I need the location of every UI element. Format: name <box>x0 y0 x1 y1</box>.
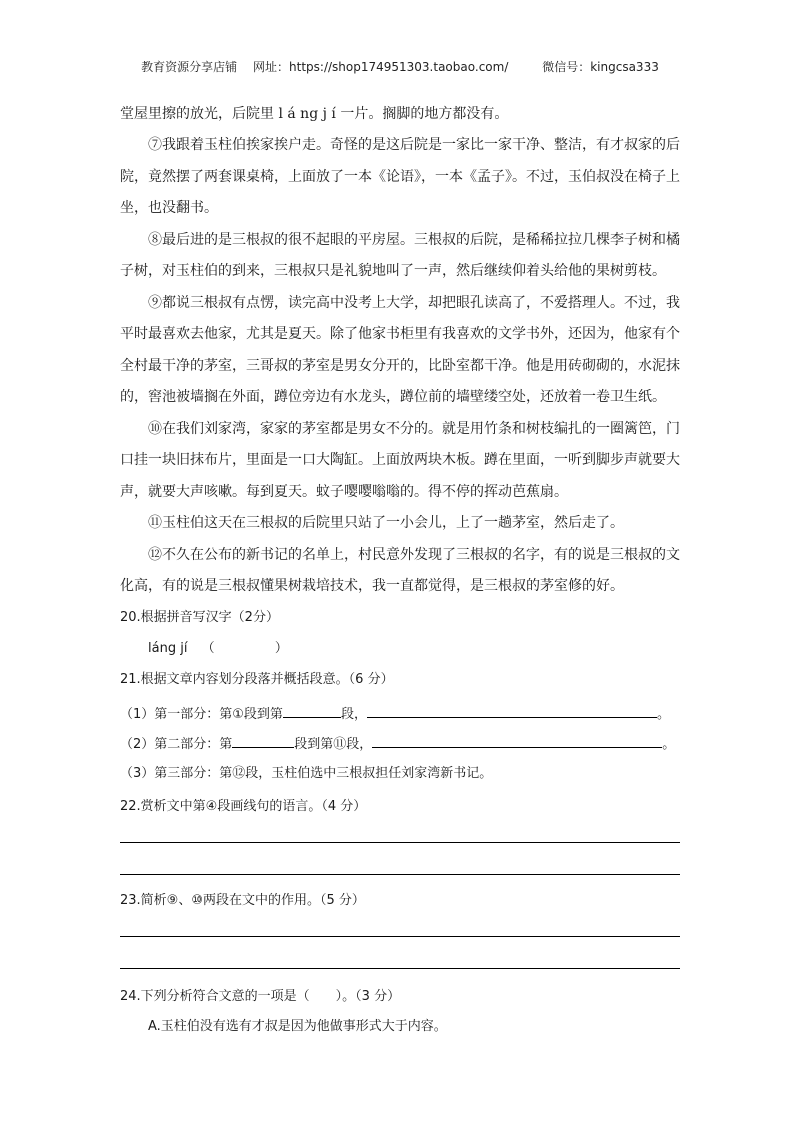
paragraph-8: ⑧最后进的是三根叔的很不起眼的平房屋。三根叔的后院，是稀稀拉拉几棵李子树和橘 <box>148 232 680 248</box>
passage-line: 院，竟然摆了两套课桌椅，上面放了一本《论语》，一本《孟子》。不过，玉伯叔没在椅子上 <box>120 169 680 185</box>
passage-line: 声，就要大声咳嗽。每到夏天。蚊子嘤嘤嗡嗡的。得不停的挥动芭蕉扇。 <box>120 484 568 500</box>
passage-line: 的，窖池被墙搁在外面，蹲位旁边有水龙头，蹲位前的墙壁缕空处，还放着一卷卫生纸。 <box>120 389 666 405</box>
question-23: 23.简析⑨、⑩两段在文中的作用。（5 分） <box>120 893 365 908</box>
passage-line: 口挂一块旧抹布片，里面是一口大陶缸。上面放两块木板。蹲在里面，一听到脚步声就要大 <box>120 452 680 468</box>
answer-paren-open: （ <box>201 641 215 656</box>
question-20: 20.根据拼音写汉字（2分） <box>120 610 279 625</box>
question-21-part-2 <box>120 733 680 755</box>
passage-line: 坐，也没翻书。 <box>120 200 218 216</box>
question-21-part-3: （3）第三部分：第⑫段，玉柱伯选中三根叔担任刘家湾新书记。 <box>120 766 493 781</box>
passage-line: 化高，有的说是三根叔懂果树栽培技术，我一直都觉得，是三根叔的茅室修的好。 <box>120 578 624 594</box>
question-22: 22.赏析文中第④段画线句的语言。（4 分） <box>120 799 367 814</box>
shop-url <box>253 60 508 74</box>
answer-line[interactable] <box>120 968 680 969</box>
url-value: https://shop174951303.taobao.com/ <box>289 60 509 74</box>
wechat-value: kingcsa333 <box>590 60 659 74</box>
part-1-blank[interactable] <box>283 703 341 718</box>
paragraph-11: ⑪玉柱伯这天在三根叔的后院里只站了一小会儿，上了一趟茅室，然后走了。 <box>148 515 624 531</box>
question-24: 24.下列分析符合文意的一项是（ ）。（3 分） <box>120 989 401 1004</box>
part-1-mid: 段， <box>340 707 367 722</box>
part-2-mid: 段到第⑪段， <box>294 737 373 752</box>
wechat-label: 微信号： <box>542 60 591 74</box>
part-1-prefix: （1）第一部分：第①段到第 <box>120 707 283 722</box>
question-21: 21.根据文章内容划分段落并概括段意。（6 分） <box>120 672 394 687</box>
passage-line: 平时最喜欢去他家，尤其是夏天。除了他家书柜里有我喜欢的文学书外，还因为，他家有个 <box>120 326 680 342</box>
question-20-answer-row <box>148 639 708 659</box>
url-label: 网址： <box>253 60 290 74</box>
pinyin-text: láng jí <box>148 641 188 656</box>
wechat-id <box>542 60 659 74</box>
passage-line: 子树，对玉柱伯的到来，三根叔只是礼貌地叫了一声，然后继续仰着头给他的果树剪枝。 <box>120 263 666 279</box>
passage-line: 堂屋里擦的放光，后院里 l á ng j í 一片。搁脚的地方都没有。 <box>120 106 509 122</box>
answer-line[interactable] <box>120 936 680 937</box>
paragraph-10: ⑩在我们刘家湾，家家的茅室都是男女不分的。就是用竹条和树枝编扎的一圈篱笆，门 <box>148 421 680 437</box>
answer-line[interactable] <box>120 842 680 843</box>
part-2-blank[interactable] <box>232 733 294 748</box>
paragraph-9: ⑨都说三根叔有点愣，读完高中没考上大学，却把眼孔读高了，不爱搭理人。不过，我 <box>148 295 680 311</box>
page-header <box>0 58 800 75</box>
question-24-option-a: A.玉柱伯没有选有才叔是因为他做事形式大于内容。 <box>148 1019 447 1034</box>
part-1-summary-blank[interactable] <box>367 703 657 718</box>
part-2-prefix: （2）第二部分：第 <box>120 737 233 752</box>
question-21-part-1 <box>120 703 680 725</box>
passage-line: 全村最干净的茅室，三哥叔的茅室是男女分开的，比卧室都干净。他是用砖砌砌的，水泥抹 <box>120 358 680 374</box>
answer-line[interactable] <box>120 874 680 875</box>
answer-paren-close: ） <box>274 641 288 656</box>
part-1-end: 。 <box>656 707 670 722</box>
part-2-end: 。 <box>662 737 676 752</box>
paragraph-7: ⑦我跟着玉柱伯挨家挨户走。奇怪的是这后院是一家比一家干净、整洁，有才叔家的后 <box>148 137 680 153</box>
part-2-summary-blank[interactable] <box>372 733 662 748</box>
shop-name: 教育资源分享店铺 <box>141 60 238 74</box>
paragraph-12: ⑫不久在公布的新书记的名单上，村民意外发现了三根叔的名字，有的说是三根叔的文 <box>148 547 680 563</box>
